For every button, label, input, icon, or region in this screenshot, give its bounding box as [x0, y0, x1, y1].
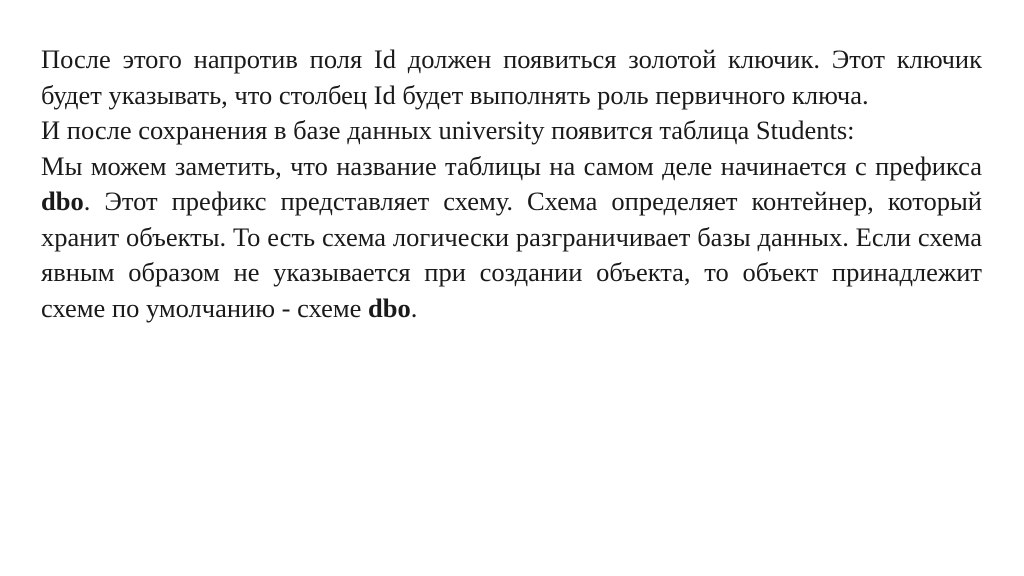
dbo-text-part-3: . [410, 292, 418, 323]
dbo-text-part-2: . Этот префикс представляет схему. Схема определяет контейнер, который хранит объекты. То есть схема логически разграничивает базы данных. Если схема явным образом не указывается при создании объекта, то объект принадлежит схеме по умолчанию - схеме [41, 186, 982, 323]
paragraph-students-table: И после сохранения в базе данных university появится таблица Students: [41, 115, 855, 145]
dbo-keyword-end: dbo [368, 292, 411, 323]
dbo-text-part-1: Мы можем заметить, что название таблицы на самом деле начинается с префикса [41, 150, 982, 181]
paragraph-primary-key: После этого напротив поля Id должен появиться золотой ключик. Этот ключик будет указывать, что столбец Id будет выполнять роль первичного ключа. [41, 44, 982, 110]
paragraph-dbo-schema [41, 149, 982, 327]
dbo-keyword: dbo [41, 186, 84, 216]
text-body [41, 42, 982, 326]
